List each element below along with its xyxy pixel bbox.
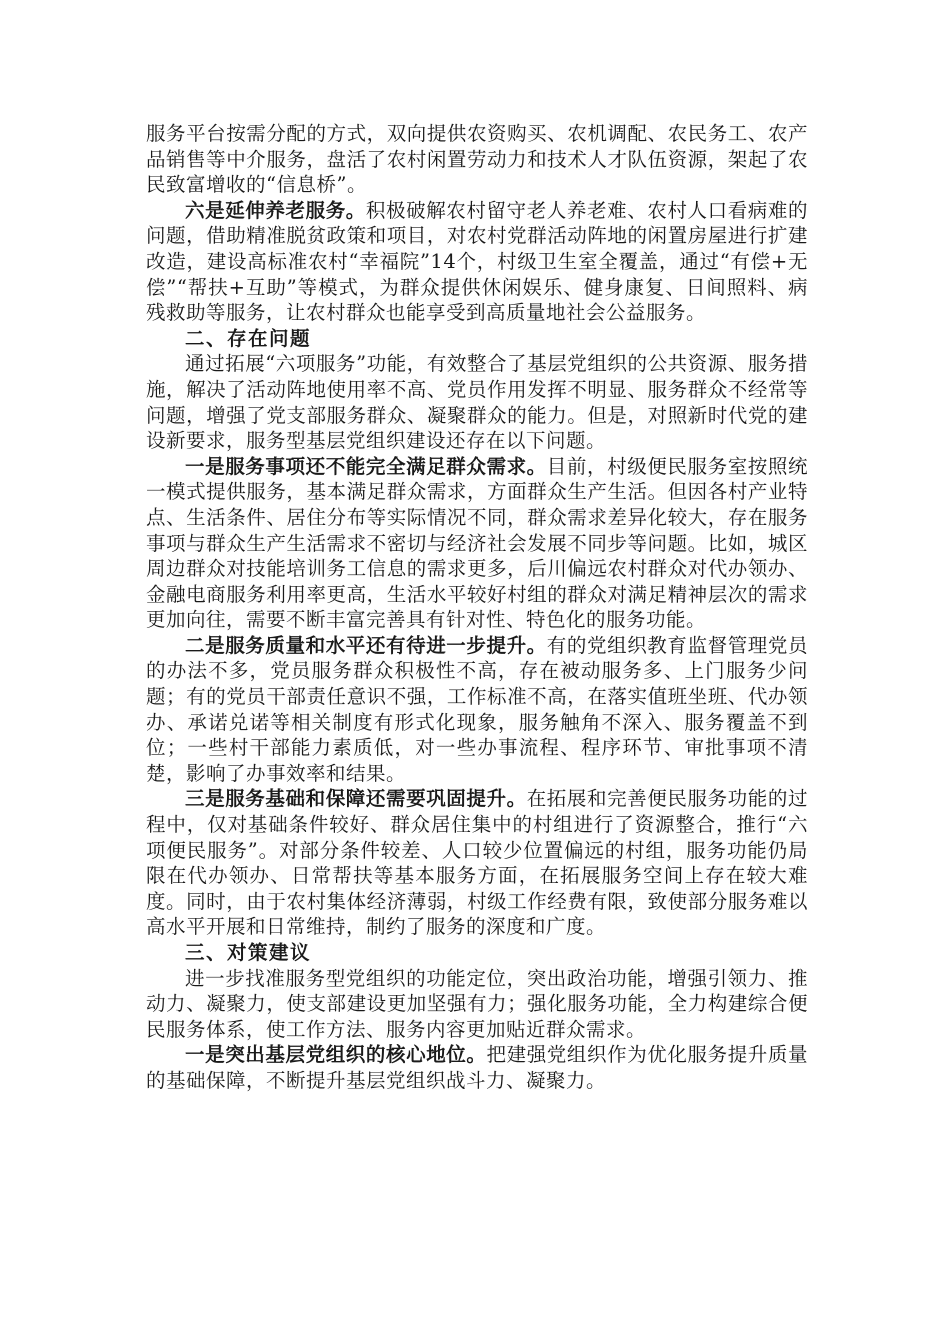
paragraph-problem-two: 二是服务质量和水平还有待进一步提升。有的党组织教育监督管理党员的办法不多，党员服务群众积极性不高，存在被动服务多、上门服务少问题；有的党员干部责任意识不强，工作标准不高，在落实值班坐班、代办领办、承诺兑诺等相关制度有形式化现象，服务触角不深入、服务覆盖不到位；一些村干部能力素质低，对一些办事流程、程序环节、审批事项不清楚，影响了办事效率和结果。 [146,633,808,785]
paragraph-problems-intro: 通过拓展“六项服务”功能，有效整合了基层党组织的公共资源、服务措施，解决了活动阵地使用率不高、党员作用发挥不明显、服务群众不经常等问题，增强了党支部服务群众、凝聚群众的能力。但是，对照新时代党的建设新要求，服务型基层党组织建设还存在以下问题。 [146,352,808,453]
paragraph-suggestion-one: 一是突出基层党组织的核心地位。把建强党组织作为优化服务提升质量的基础保障，不断提升基层党组织战斗力、凝聚力。 [146,1043,808,1092]
paragraph-problem-three: 三是服务基础和保障还需要巩固提升。在拓展和完善便民服务功能的过程中，仅对基础条件较好、群众居住集中的村组进行了资源整合，推行“六项便民服务”。对部分条件较差、人口较少位置偏远的村组，服务功能仍局限在代办领办、日常帮扶等基本服务方面，在拓展服务空间上存在较大难度。同时，由于农村集体经济薄弱，村级工作经费有限，致使部分服务难以高水平开展和日常维持，制约了服务的深度和广度。 [146,787,808,939]
paragraph-service-platform: 服务平台按需分配的方式，双向提供农资购买、农机调配、农民务工、农产品销售等中介服务，盘活了农村闲置劳动力和技术人才队伍资源，架起了农民致富增收的“信息桥”。 [146,122,808,197]
paragraph-suggestions-intro: 进一步找准服务型党组织的功能定位，突出政治功能，增强引领力、推动力、凝聚力，使支部建设更加坚强有力；强化服务功能，全力构建综合便民服务体系，使工作方法、服务内容更加贴近群众需求。 [146,966,808,1041]
paragraph-problem-one: 一是服务事项还不能完全满足群众需求。目前，村级便民服务室按照统一模式提供服务，基本满足群众需求，方面群众生产生活。但因各村产业特点、生活条件、居住分布等实际情况不同，群众需求差异化较大，存在服务事项与群众生产生活需求不密切与经济社会发展不同步等问题。比如，城区周边群众对技能培训务工信息的需求更多，后川偏远农村群众对代办领办、金融电商服务利用率更高，生活水平较好村组的群众对满足精神层次的需求更加向往，需要不断丰富完善具有针对性、特色化的服务功能。 [146,454,808,632]
section-heading-suggestions: 三、对策建议 [185,941,312,964]
paragraph-elderly-care: 六是延伸养老服务。积极破解农村留守老人养老难、农村人口看病难的问题，借助精准脱贫政策和项目，对农村党群活动阵地的闲置房屋进行扩建改造，建设高标准农村“幸福院”14个，村级卫生室全覆盖，通过“有偿+无偿”“帮扶+互助”等模式，为群众提供休闲娱乐、健身康复、日间照料、病残救助等服务，让农村群众也能享受到高质量地社会公益服务。 [146,198,808,325]
section-heading-problems: 二、存在问题 [185,326,312,350]
